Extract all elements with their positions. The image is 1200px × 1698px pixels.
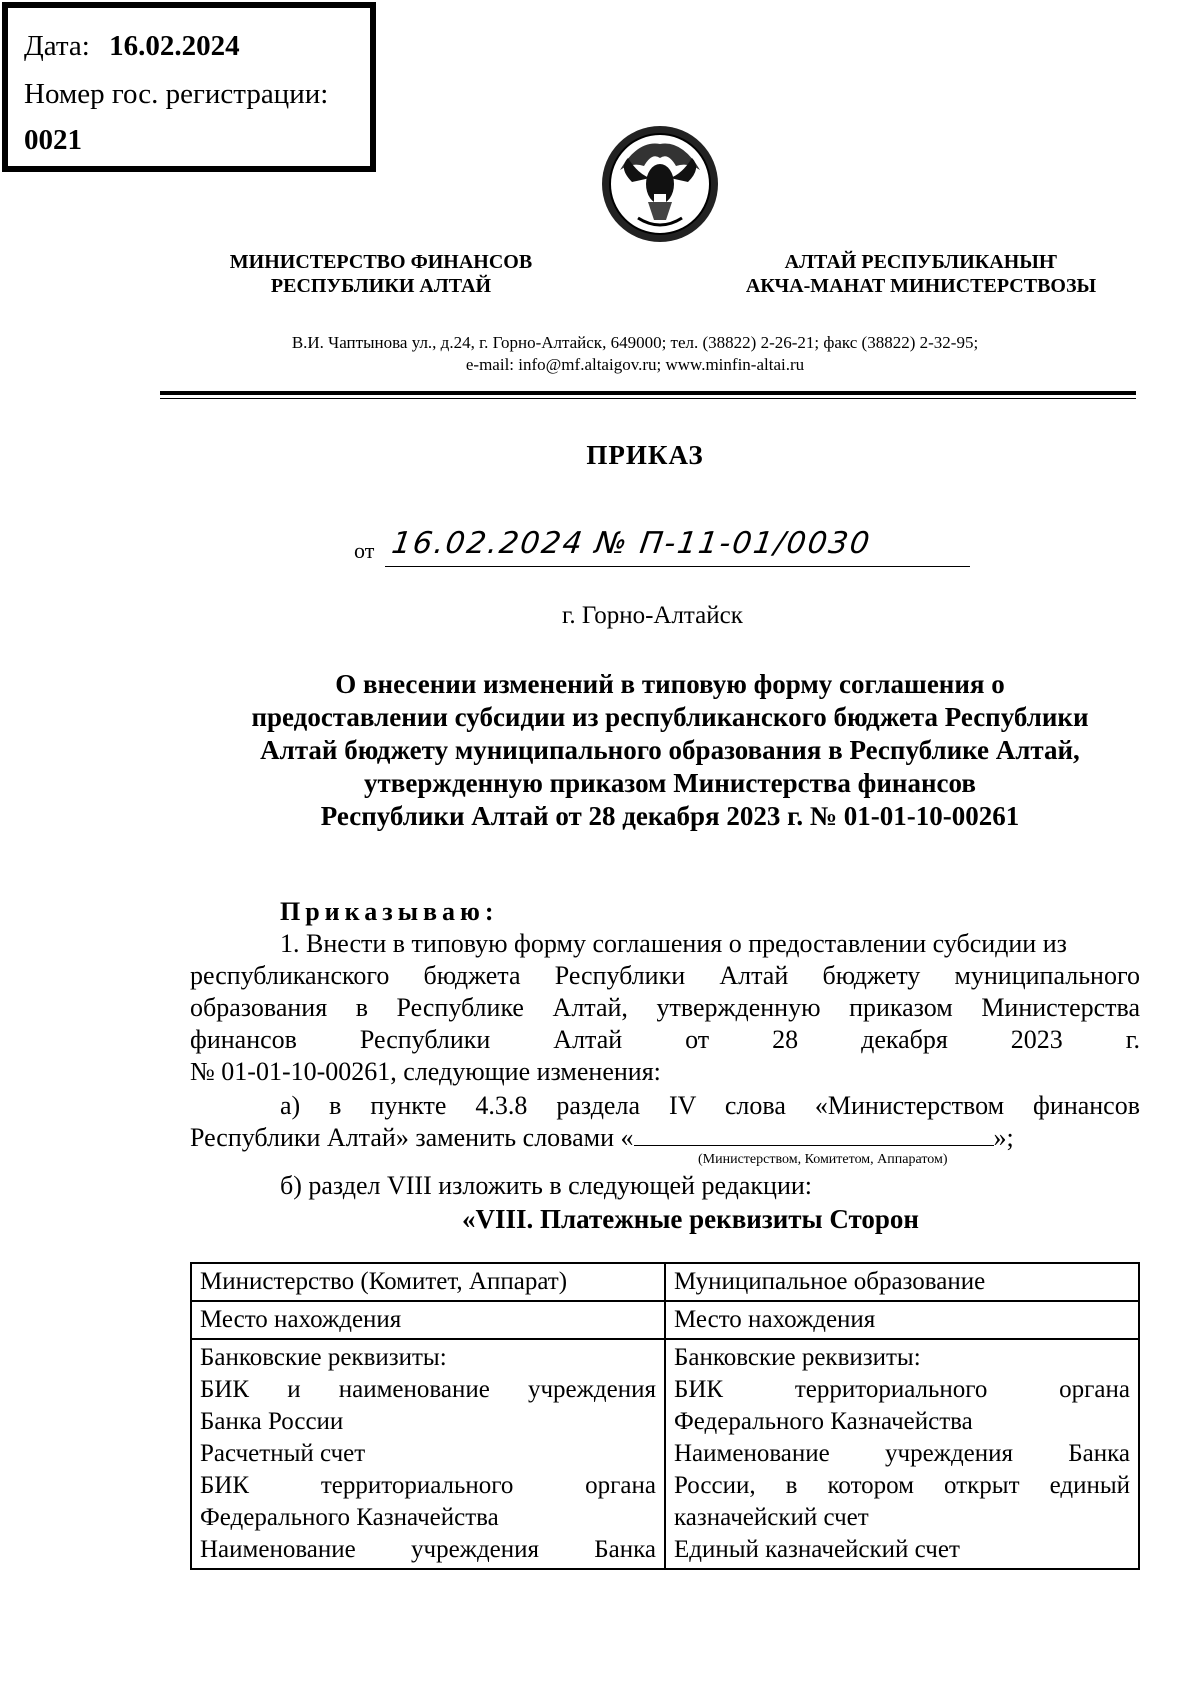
bank-line: России, в котором открыт единый	[674, 1472, 1130, 1499]
bank-line: Наименование учреждения Банка	[200, 1536, 656, 1563]
bank-line: Банковские реквизиты:	[674, 1344, 921, 1371]
blank-hint-note: (Министерством, Комитетом, Аппаратом)	[698, 1152, 948, 1167]
p1-line: образования в Республике Алтай, утвержденную приказом Министерства	[190, 993, 1140, 1022]
order-number-underline	[385, 566, 970, 567]
blank-underline	[634, 1123, 994, 1146]
registration-date-value: 16.02.2024	[109, 30, 240, 62]
paragraph-a	[190, 1090, 1140, 1154]
p1-line: республиканского бюджета Республики Алтай бюджету муниципального	[190, 961, 1140, 990]
bank-line: Наименование учреждения Банка	[674, 1440, 1130, 1467]
subject-line: предоставлении субсидии из республиканского бюджета Республики	[251, 702, 1089, 732]
subject-line: Алтай бюджету муниципального образования в Республике Алтай,	[260, 735, 1080, 765]
paragraph-1	[190, 928, 1140, 1088]
table-cell-bank-right	[665, 1339, 1139, 1569]
order-word	[190, 896, 1140, 928]
pa-line2-start: Республики Алтай» заменить словами «	[190, 1123, 634, 1152]
pa-line-2	[190, 1122, 1140, 1154]
p1-line: № 01-01-10-00261, следующие изменения:	[190, 1057, 661, 1086]
section-title: «VIII. Платежные реквизиты Сторон	[462, 1204, 919, 1234]
address-block	[200, 332, 1070, 376]
handwritten-date-number: 16.02.2024 № П-11-01/0030	[389, 526, 874, 561]
pa-line: а) в пункте 4.3.8 раздела IV слова «Министерством финансов	[280, 1091, 1140, 1120]
document-title: ПРИКАЗ	[586, 440, 704, 470]
coat-of-arms-emblem	[598, 122, 722, 246]
address-line: В.И. Чаптынова ул., д.24, г. Горно-Алтайск, 649000; тел. (38822) 2-26-21; факс (38822) 2-32-95;	[291, 333, 979, 352]
table-row	[191, 1301, 1139, 1339]
ministry-name-alt-line1: АЛТАЙ РЕСПУБЛИКАНЫҤ	[784, 251, 1058, 273]
contacts-line: e-mail: info@mf.altaigov.ru; www.minfin-altai.ru	[465, 355, 805, 374]
bank-line: Расчетный счет	[200, 1440, 366, 1467]
bank-line: БИК территориального органа	[674, 1376, 1130, 1403]
order-from-label: от	[354, 538, 375, 563]
ministry-name-russian	[196, 250, 566, 298]
bank-line: Банковские реквизиты:	[200, 1344, 447, 1371]
table-row	[191, 1339, 1139, 1569]
ministry-name-ru-line2: РЕСПУБЛИКИ АЛТАЙ	[270, 275, 492, 297]
table-cell-bank-left	[191, 1339, 665, 1569]
registration-number-label: Номер гос. регистрации:	[24, 78, 329, 110]
table-cell: Министерство (Комитет, Аппарат)	[191, 1263, 665, 1301]
table-cell: Место нахождения	[665, 1301, 1139, 1339]
bank-line: казначейский счет	[674, 1504, 869, 1531]
bank-line: Единый казначейский счет	[674, 1536, 960, 1563]
order-word-text: Приказываю:	[280, 897, 499, 926]
registration-date-row	[24, 30, 240, 63]
registration-stamp	[2, 2, 376, 172]
order-subject	[190, 668, 1150, 833]
table-cell: Муниципальное образование	[665, 1263, 1139, 1301]
ministry-name-alt-line2: АКЧА-МАНАТ МИНИСТЕРСТВОЗЫ	[745, 275, 1097, 297]
table-row	[191, 1263, 1139, 1301]
paragraph-b: б) раздел VIII изложить в следующей редакции:	[280, 1171, 813, 1200]
p1-line: финансов Республики Алтай от 28 декабря 2023 г.	[190, 1025, 1140, 1054]
pa-line2-end: »;	[993, 1123, 1014, 1152]
city-name: г. Горно-Алтайск	[562, 602, 743, 629]
bank-line: Федерального Казначейства	[674, 1408, 973, 1435]
p1-line: 1. Внести в типовую форму соглашения о предоставлении субсидии из	[280, 929, 1067, 958]
registration-date-label: Дата:	[24, 30, 90, 62]
bank-line: БИК территориального органа	[200, 1472, 656, 1499]
registration-number-value: 0021	[24, 124, 82, 156]
ministry-name-altai	[706, 250, 1136, 298]
bank-line: Федерального Казначейства	[200, 1504, 499, 1531]
header-rule-thin	[160, 398, 1136, 399]
requisites-table	[190, 1262, 1140, 1570]
bank-line: БИК и наименование учреждения	[200, 1376, 656, 1403]
bank-line: Банка России	[200, 1408, 344, 1435]
header-rule-thick	[160, 391, 1136, 395]
table-cell: Место нахождения	[191, 1301, 665, 1339]
subject-line: Республики Алтай от 28 декабря 2023 г. № 01-01-10-00261	[320, 801, 1020, 831]
subject-line: утвержденную приказом Министерства финансов	[364, 768, 976, 798]
subject-line: О внесении изменений в типовую форму соглашения о	[335, 669, 1005, 699]
ministry-name-ru-line1: МИНИСТЕРСТВО ФИНАНСОВ	[229, 251, 533, 273]
